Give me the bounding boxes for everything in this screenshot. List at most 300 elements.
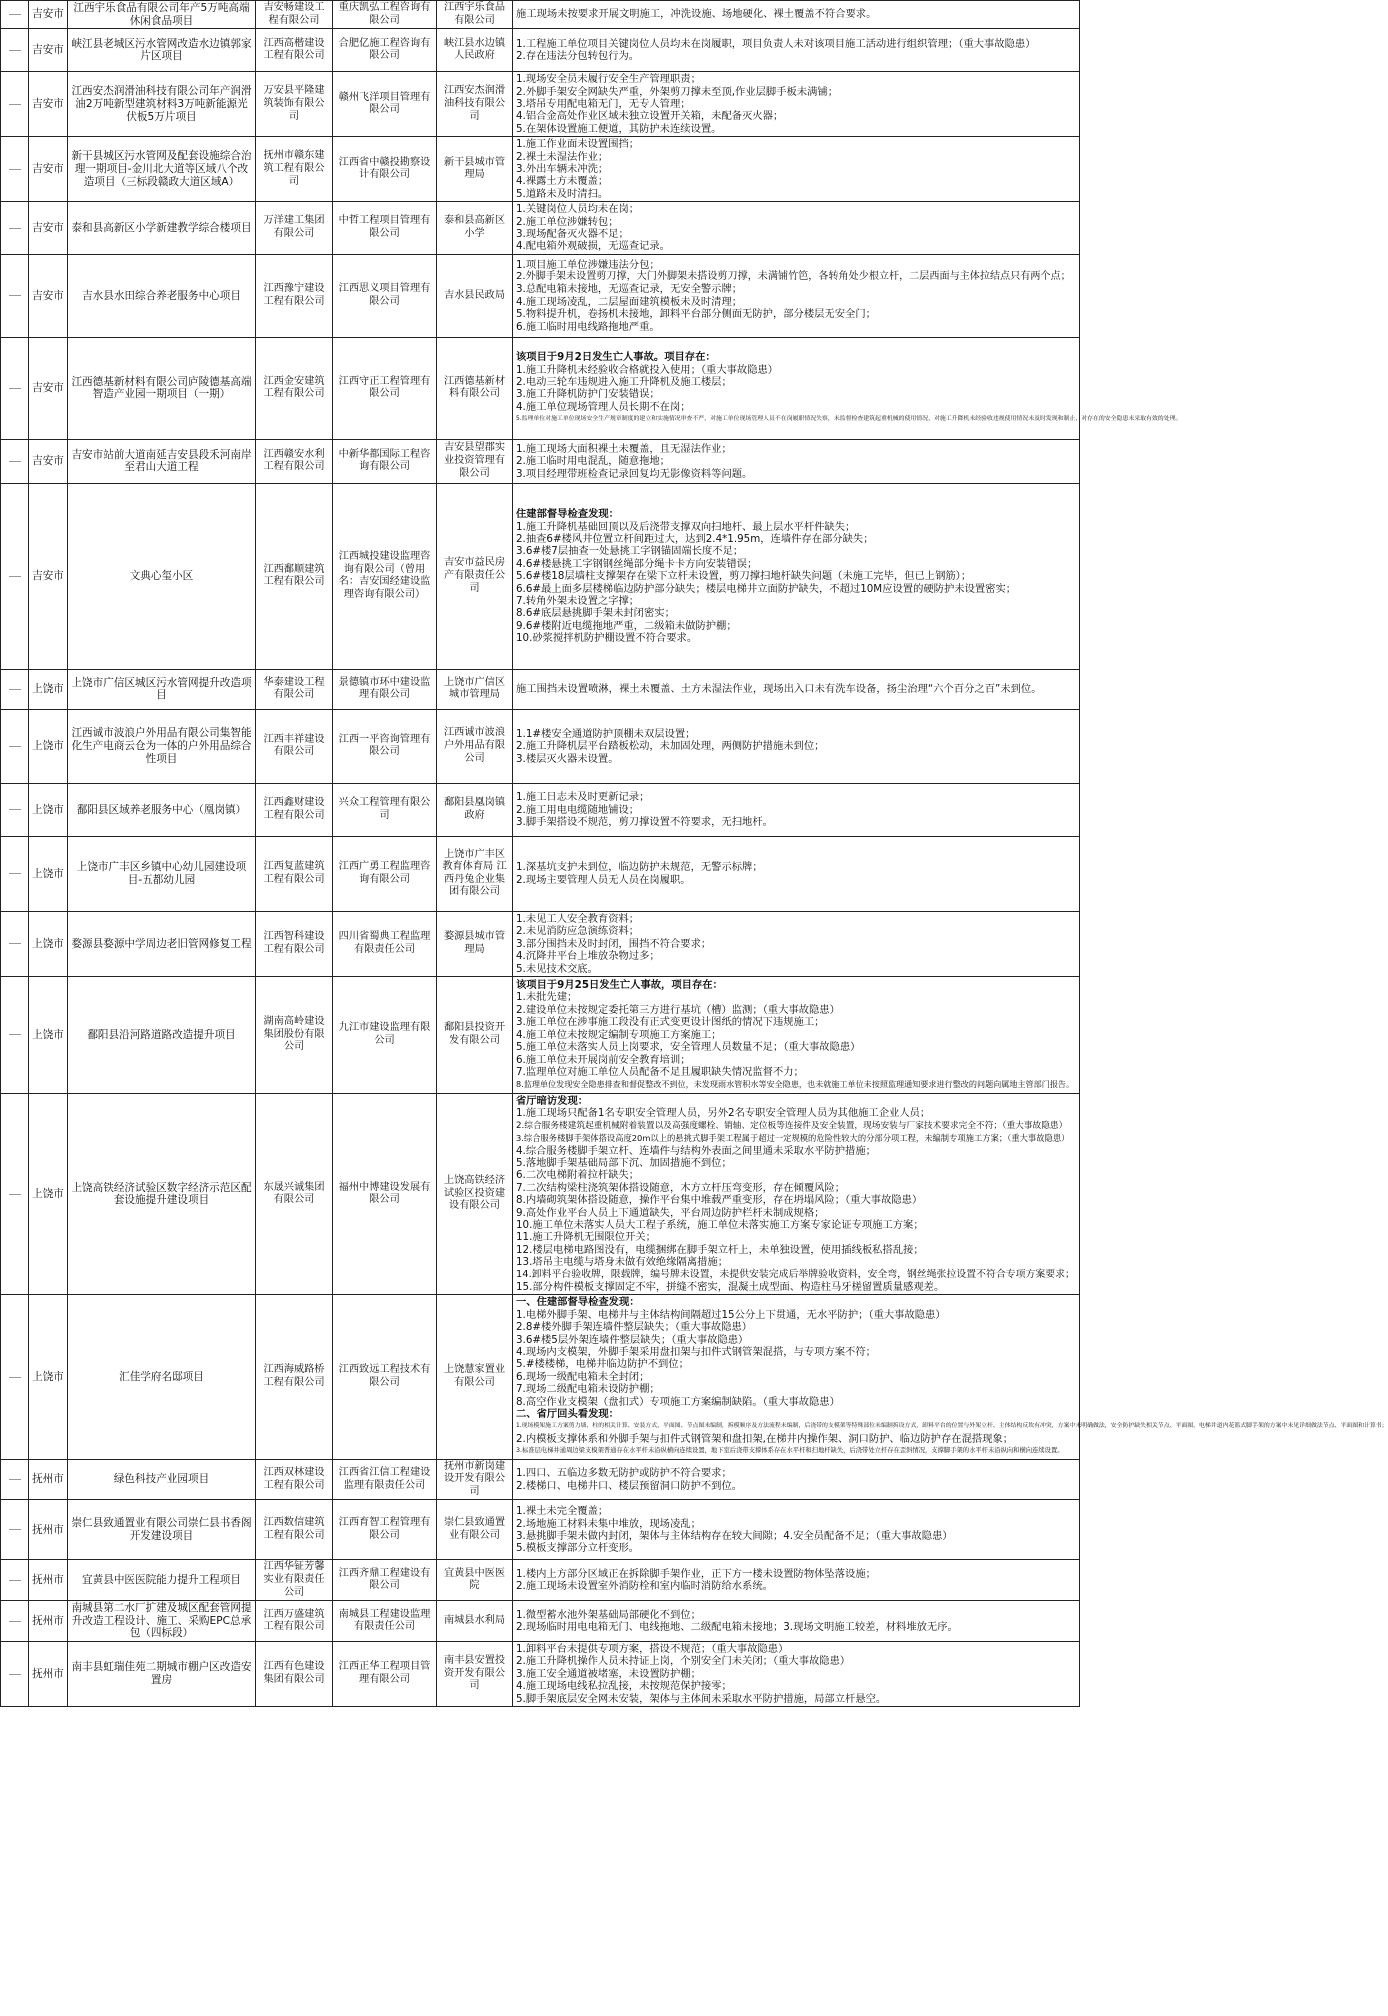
issue-line: 一、住建部督导检查发现：: [516, 1296, 640, 1309]
issue-line: 5.监理单位对施工单位现场安全生产规章制度的建立和实施情况审查不严，对施工单位现场管理人员不在岗履职情况失察，未监督检查建筑起重机械的使用情况，对施工升降机未经验收违规使用情况未及时发现和制止，对存在的安全隐患未采取有效的处理。: [516, 416, 1182, 423]
table-row: [1, 254, 1080, 337]
city-cell: 抚州市: [29, 1601, 68, 1642]
issue-line: 2.施工现场未设置室外消防栓和室内临时消防给水系统。: [516, 1580, 773, 1593]
contractor-cell: 江西万盛建筑工程有限公司: [256, 1601, 333, 1642]
issue-line: 11.施工升降机无围限位开关；: [516, 1231, 656, 1244]
project-name-cell: 婺源县婺源中学周边老旧管网修复工程: [68, 911, 256, 976]
supervisor-cell: 九江市建设监理有限公司: [333, 976, 437, 1093]
contractor-cell: 江西双林建设工程有限公司: [256, 1459, 333, 1500]
issues-cell: [513, 1560, 1080, 1601]
project-name-cell: 南丰县虹瑞佳苑二期城市棚户区改造安置房: [68, 1642, 256, 1707]
issue-line: 2.外脚手架未设置剪刀撑，大门外脚架未搭设剪刀撑，未满铺竹笆，各转角处少根立杆，二层西面与主体拉结点只有两个点；: [516, 271, 1071, 283]
project-name-cell: 上饶市广丰区乡镇中心幼儿园建设项目-五都幼儿园: [68, 836, 256, 911]
row-dash-marker: [9, 873, 21, 874]
issue-line: 6.6#最上面多层楼梯临边防护部分缺失；楼层电梯井立面防护缺失，不超过10M应设置的硬防护未设置密实；: [516, 582, 1017, 595]
issues-cell: [513, 669, 1080, 709]
project-name-cell: 鄱阳县区域养老服务中心（凰岗镇）: [68, 783, 256, 836]
project-name-cell: 崇仁县致通置业有限公司崇仁县书香阁开发建设项目: [68, 1500, 256, 1560]
row-margin-cell: [1, 29, 29, 72]
issue-line: 1.施工现场大面积裸土未覆盖，且无湿法作业；: [516, 442, 732, 455]
issue-line: 2.楼梯口、电梯井口、楼层预留洞口防护不到位。: [516, 1479, 743, 1492]
owner-cell: 吉水县民政局: [437, 254, 513, 337]
table-row: [1, 483, 1080, 669]
city-cell: 吉安市: [29, 439, 68, 483]
issues-cell: [513, 1500, 1080, 1560]
owner-cell: 南城县水利局: [437, 1601, 513, 1642]
project-name-cell: 江西宇乐食品有限公司年产5万吨高端休闲食品项目: [68, 1, 256, 29]
city-cell: 上饶市: [29, 976, 68, 1093]
issues-cell: [513, 202, 1080, 255]
table-row: [1, 202, 1080, 255]
issue-line: 1.未批先建；: [516, 991, 578, 1004]
supervisor-cell: 中新华都国际工程咨询有限公司: [333, 439, 437, 483]
issues-cell: [513, 29, 1080, 72]
issue-line: 4.沉降井平台上堆放杂物过多；: [516, 950, 660, 963]
owner-cell: 新干县城市管理局: [437, 137, 513, 202]
row-dash-marker: [9, 809, 21, 810]
row-dash-marker: [9, 1674, 21, 1675]
issues-cell: [513, 1295, 1388, 1459]
issues-cell: [513, 337, 1182, 439]
supervisor-cell: 中哲工程项目管理有限公司: [333, 202, 437, 255]
city-cell: 吉安市: [29, 483, 68, 669]
contractor-cell: 江西金安建筑工程有限公司: [256, 337, 333, 439]
city-cell: 上饶市: [29, 1093, 68, 1295]
project-name-cell: 宜黄县中医医院能力提升工程项目: [68, 1560, 256, 1601]
owner-cell: 鄱阳县凰岗镇政府: [437, 783, 513, 836]
issue-line: 14.卸料平台验收牌，限载牌，编号牌未设置，未提供安装完成后举牌验收资料，安全弯，钢丝绳张拉设置不符合专项方案要求；: [516, 1268, 1075, 1280]
issue-line: 3.标准层电梯井通周边梁支模架普通存在水平杆未沿纵横向连续设置，地下室后浇带支撑体系存在水平杆和扫地杆缺失，后浇带处立杆存在歪斜情况，支撑脚手架的水平杆未沿纵向和横向连续设置。: [516, 1447, 1064, 1455]
issue-line: 6.施工单位未开展岗前安全教育培训；: [516, 1053, 691, 1066]
row-dash-marker: [9, 14, 21, 15]
row-margin-cell: [1, 483, 29, 669]
owner-cell: 宜黄县中医医院: [437, 1560, 513, 1601]
table-row: [1, 439, 1080, 483]
issue-line: 5.脚手架底层安全网未安装，架体与主体间未采取水平防护措施，局部立杆悬空。: [516, 1692, 887, 1705]
owner-cell: 上饶市广信区城市管理局: [437, 669, 513, 709]
issue-line: 15.部分构件模板支撑固定不牢，拼缝不密实，混凝土成型面、构造柱马牙槎留置质量感观差。: [516, 1281, 945, 1293]
table-row: [1, 1560, 1080, 1601]
project-name-cell: 绿色科技产业园项目: [68, 1459, 256, 1500]
issue-line: 5.在架体设置施工便道，其防护未连续设置。: [516, 122, 722, 135]
issue-line: 6.现场一级配电箱未全封闭；: [516, 1370, 650, 1383]
table-row: [1, 1500, 1080, 1560]
table-row: [1, 836, 1080, 911]
supervisor-cell: 景德镇市环中建设监理有限公司: [333, 669, 437, 709]
issue-line: 4.综合服务楼脚手架立杆、连墙件与结构外表面之间里通未采取水平防护措施；: [516, 1144, 876, 1157]
supervisor-cell: 福州中博建设发展有限公司: [333, 1093, 437, 1295]
issues-cell: [513, 1601, 1080, 1642]
issue-line: 2.8#楼外脚手架连墙件整层缺失；（重大事故隐患）: [516, 1321, 753, 1334]
issue-line: 2.裸土未湿法作业；: [516, 150, 609, 163]
project-name-cell: 文典心玺小区: [68, 483, 256, 669]
issues-cell: [513, 1, 1080, 29]
issue-line: 2.建设单位未按规定委托第三方进行基坑（槽）监测；（重大事故隐患）: [516, 1003, 840, 1016]
issue-line: 2.存在违法分包转包行为。: [516, 50, 640, 63]
row-margin-cell: [1, 669, 29, 709]
row-dash-marker: [9, 1580, 21, 1581]
table-row: [1, 137, 1080, 202]
issue-line: 1.施工日志未及时更新记录；: [516, 791, 650, 804]
contractor-cell: 吉安畅建设工程有限公司: [256, 1, 333, 29]
issue-line: 1.工程施工单位项目关键岗位人员均未在岗履职，项目负责人未对该项目施工活动进行组织管理；（重大事故隐患）: [516, 37, 1036, 50]
issue-line: 3.部分围挡未及时封闭，围挡不符合要求；: [516, 937, 712, 950]
issue-line: 7.监理单位对施工单位人员配备不足且履职缺失情况监督不力；: [516, 1065, 804, 1078]
city-cell: 上饶市: [29, 669, 68, 709]
issue-line: 1.裸土未完全覆盖；: [516, 1505, 609, 1518]
issue-line: 9.高处作业平台人员上下通道缺失，平台周边防护栏杆未制成规格；: [516, 1206, 825, 1219]
project-name-cell: 上饶高铁经济试验区数字经济示范区配套设施提升建设项目: [68, 1093, 256, 1295]
issue-line: 2.场地施工材料未集中堆放，现场凌乱；: [516, 1517, 701, 1530]
contractor-cell: 万安县平隆建筑装饰有限公司: [256, 72, 333, 137]
issue-line: 5.施工单位未落实人员上岗要求，安全管理人员数量不足；（重大事故隐患）: [516, 1041, 861, 1054]
issue-line: 5.落地脚手架基础局部下沉、加固措施不到位；: [516, 1156, 732, 1169]
issue-line: 施工围挡未设置喷淋，裸土未覆盖、土方未湿法作业，现场出入口未有洗车设备，扬尘治理“六个百分之百”未到位。: [516, 683, 1042, 696]
supervisor-cell: 江西齐鼎工程建设有限公司: [333, 1560, 437, 1601]
issue-line: 1.现场安全员未履行安全生产管理职责；: [516, 73, 701, 86]
contractor-cell: 江西海威路桥工程有限公司: [256, 1295, 333, 1459]
row-margin-cell: [1, 337, 29, 439]
contractor-cell: 江西鄱顺建筑工程有限公司: [256, 483, 333, 669]
row-dash-marker: [9, 388, 21, 389]
issues-cell: [513, 1459, 1080, 1500]
supervisor-cell: 江西思义项目管理有限公司: [333, 254, 437, 337]
owner-cell: 吉安市益民房产有限责任公司: [437, 483, 513, 669]
issue-line: 1.四口、五临边多数无防护或防护不符合要求；: [516, 1467, 732, 1480]
city-cell: 上饶市: [29, 783, 68, 836]
issue-line: 二、省厅回头看发现：: [516, 1408, 619, 1421]
project-name-cell: 峡江县老城区污水管网改造水边镇郭家片区项目: [68, 29, 256, 72]
owner-cell: 上饶市广丰区教育体育局 江西丹兔企业集团有限公司: [437, 836, 513, 911]
issue-line: 3.项目经理带班检查记录回复均无影像资料等问题。: [516, 467, 753, 480]
issue-line: 3.塔吊专用配电箱无门，无专人管理；: [516, 98, 691, 110]
issue-line: 该项目于9月25日发生亡人事故，项目存在：: [516, 979, 723, 992]
table-row: [1, 709, 1080, 783]
city-cell: 吉安市: [29, 337, 68, 439]
issue-line: 5.物料提升机，卷扬机未接地，卸料平台部分侧面无防护，部分楼层无安全门；: [516, 308, 876, 321]
issue-line: 13.塔吊主电缆与塔身未做有效绝缘隔离措施；: [516, 1256, 729, 1269]
project-name-cell: 上饶市广信区城区污水管网提升改造项目: [68, 669, 256, 709]
row-margin-cell: [1, 976, 29, 1093]
supervisor-cell: 江西城投建设监理咨询有限公司（曾用名：吉安国经建设监理咨询有限公司）: [333, 483, 437, 669]
issue-line: 8.内墙砌筑架体搭设随意，操作平台集中堆载严重变形，存在坍塌风险；（重大事故隐患）: [516, 1194, 923, 1207]
row-dash-marker: [9, 104, 21, 105]
issue-line: 6.二次电梯附着拉杆缺失；: [516, 1169, 640, 1182]
city-cell: 上饶市: [29, 1295, 68, 1459]
owner-cell: 泰和县高新区小学: [437, 202, 513, 255]
row-margin-cell: [1, 1, 29, 29]
issue-line: 1.微型蓄水池外架基础局部硬化不到位；: [516, 1608, 701, 1621]
city-cell: 上饶市: [29, 836, 68, 911]
issue-line: 3.脚手架搭设不规范，剪刀撑设置不符要求，无扫地杆。: [516, 816, 773, 829]
row-margin-cell: [1, 1093, 29, 1295]
project-name-cell: 吉水县水田综合养老服务中心项目: [68, 254, 256, 337]
issue-line: 住建部督导检查发现：: [516, 508, 619, 521]
issue-line: 5.道路未及时清扫。: [516, 187, 609, 200]
owner-cell: 鄱阳县投资开发有限公司: [437, 976, 513, 1093]
issue-line: 3.6#楼5层外架连墙件整层缺失；（重大事故隐患）: [516, 1333, 749, 1346]
owner-cell: 崇仁县致通置业有限公司: [437, 1500, 513, 1560]
row-margin-cell: [1, 1601, 29, 1642]
table-row: [1, 1295, 1080, 1459]
row-dash-marker: [9, 746, 21, 747]
city-cell: 吉安市: [29, 1, 68, 29]
row-dash-marker: [9, 1621, 21, 1622]
row-margin-cell: [1, 72, 29, 137]
issue-line: 1.现场模架施工方案剪力墙、柱的相关计算、安装方式、平面图、节点图未编制，拆模顺序及方法流程未编制，后浇带的支模架等特殊部位未编制拆设方式，卸料平台的位置与外架立杆、主体结构反坎有冲突，方案中未明确做法，安全防护缺失相关节点、平面图，电梯井道内花篮式脚手架的方案中未见详细做法节点、平面图和计算书；: [516, 1423, 1388, 1430]
issue-line: 9.6#楼附近电缆拖地严重，二级箱未做防护棚；: [516, 619, 737, 632]
row-dash-marker: [9, 943, 21, 944]
contractor-cell: 抚州市赣东建筑工程有限公司: [256, 137, 333, 202]
city-cell: 抚州市: [29, 1459, 68, 1500]
city-cell: 抚州市: [29, 1500, 68, 1560]
issue-line: 12.楼层电梯电路图没有，电缆捆绑在脚手架立杆上，未单独设置，使用插线板私搭乱接；: [516, 1243, 924, 1256]
issue-line: 7.转角外架未设置之字撑；: [516, 594, 640, 607]
owner-cell: 峡江县水边镇人民政府: [437, 29, 513, 72]
owner-cell: 南丰县安置投资开发有限公司: [437, 1642, 513, 1707]
city-cell: 上饶市: [29, 709, 68, 783]
project-name-cell: 南城县第二水厂扩建及城区配套管网提升改造工程设计、施工、采购EPC总承包（四标段）: [68, 1601, 256, 1642]
issue-line: 2.未见消防应急演练资料；: [516, 925, 640, 938]
row-margin-cell: [1, 709, 29, 783]
row-dash-marker: [9, 689, 21, 690]
issue-line: 1.卸料平台未提供专项方案，搭设不规范；（重大事故隐患）: [516, 1643, 789, 1656]
project-name-cell: 江西安杰润滑油科技有限公司年产润滑油2万吨新型建筑材料3万吨新能源光伏板5万片项目: [68, 72, 256, 137]
row-dash-marker: [9, 228, 21, 229]
issue-line: 1.施工升降机未经验收合格就投入使用；（重大事故隐患）: [516, 363, 779, 376]
issue-line: 5.未见技术交底。: [516, 962, 598, 975]
issue-line: 1.施工作业面未设置围挡；: [516, 138, 640, 151]
issue-line: 2.外脚手架安全网缺失严重，外架剪刀撑未至顶,作业层脚手板未满铺；: [516, 85, 839, 98]
city-cell: 吉安市: [29, 254, 68, 337]
row-margin-cell: [1, 836, 29, 911]
row-dash-marker: [9, 576, 21, 577]
row-margin-cell: [1, 911, 29, 976]
row-margin-cell: [1, 1642, 29, 1707]
issues-cell: [513, 72, 1080, 137]
issue-line: 7.二次结构梁柱浇筑架体搭设随意，木方立杆压弯变形，存在倾覆风险；: [516, 1181, 846, 1194]
issue-line: 5.#楼楼梯，电梯井临边防护不到位；: [516, 1358, 689, 1371]
project-name-cell: 江西诚市波浪户外用品有限公司集智能化生产电商云仓为一体的户外用品综合性项目: [68, 709, 256, 783]
issue-line: 该项目于9月2日发生亡人事故。项目存在：: [516, 351, 716, 364]
issue-line: 2.现场主要管理人员无人员在岗履职。: [516, 873, 691, 886]
project-name-cell: 江西德基新材料有限公司庐陵德基高端智造产业园一期项目（一期）: [68, 337, 256, 439]
issue-line: 4.现场内支模架，外脚手架采用盘扣架与扣件式钢管架混搭，与专项方案不符；: [516, 1346, 876, 1359]
supervisor-cell: 江西省江信工程建设监理有限责任公司: [333, 1459, 437, 1500]
supervisor-cell: 江西省中赣投勘察设计有限公司: [333, 137, 437, 202]
supervisor-cell: 重庆凯弘工程咨询有限公司: [333, 1, 437, 29]
supervisor-cell: 江西正华工程项目管理有限公司: [333, 1642, 437, 1707]
row-margin-cell: [1, 254, 29, 337]
issue-line: 2.施工临时用电混乱，随意拖地；: [516, 455, 670, 468]
city-cell: 吉安市: [29, 72, 68, 137]
city-cell: 抚州市: [29, 1642, 68, 1707]
table-row: [1, 1093, 1080, 1295]
issues-cell: [513, 1093, 1080, 1295]
row-dash-marker: [9, 461, 21, 462]
issue-line: 3.楼层灭火器未设置。: [516, 752, 619, 765]
issue-line: 4.施工单位现场管理人员长期不在岗；: [516, 400, 691, 413]
issue-line: 3.外出车辆未冲洗；: [516, 163, 609, 176]
contractor-cell: 万洋建工集团有限公司: [256, 202, 333, 255]
supervisor-cell: 赣州飞洋项目管理有限公司: [333, 72, 437, 137]
contractor-cell: 江西高楷建设工程有限公司: [256, 29, 333, 72]
issue-line: 2.抽查6#楼风井位置立杆间距过大，达到2.4*1.95m，连墙件存在部分缺失；: [516, 532, 874, 545]
issue-line: 3.综合服务楼脚手架体搭设高度20m以上的悬挑式脚手架工程属于超过一定规模的危险性较大的分部分项工程，未编制专项施工方案；（重大事故隐患）: [516, 1133, 1070, 1144]
row-dash-marker: [9, 1479, 21, 1480]
supervisor-cell: 四川省蜀典工程监理有限责任公司: [333, 911, 437, 976]
supervisor-cell: 合肥亿施工程咨询有限公司: [333, 29, 437, 72]
issue-line: 3.施工安全通道被堵塞，未设置防护棚；: [516, 1667, 701, 1680]
contractor-cell: 湖南高岭建设集团股份有限公司: [256, 976, 333, 1093]
row-dash-marker: [9, 1377, 21, 1378]
issues-cell: [513, 254, 1080, 337]
table-row: [1, 1642, 1080, 1707]
project-name-cell: 泰和县高新区小学新建教学综合楼项目: [68, 202, 256, 255]
issue-line: 2.内模板支撑体系和外脚手架与扣件式钢管架和盘扣架,在梯井内操作架、洞口防护、临边防护存在混搭现象；: [516, 1432, 1014, 1445]
row-margin-cell: [1, 783, 29, 836]
row-dash-marker: [9, 169, 21, 170]
city-cell: 吉安市: [29, 202, 68, 255]
issue-line: 2.施工用电电缆随地铺设；: [516, 803, 640, 816]
contractor-cell: 江西豫宁建设工程有限公司: [256, 254, 333, 337]
table-row: [1, 337, 1080, 439]
table-row: [1, 29, 1080, 72]
project-name-cell: 鄱阳县沿河路道路改造提升项目: [68, 976, 256, 1093]
issue-line: 1.施工现场只配备1名专职安全管理人员，另外2名专职安全管理人员为其他施工企业人员；: [516, 1107, 931, 1120]
issue-line: 3.现场配备灭火器不足；: [516, 228, 629, 241]
issues-cell: [513, 976, 1080, 1093]
row-margin-cell: [1, 1459, 29, 1500]
issue-line: 2.施工升降机操作人员未持证上岗，个别安全门未关闭；（重大事故隐患）: [516, 1655, 851, 1668]
contractor-cell: 江西数信建筑工程有限公司: [256, 1500, 333, 1560]
issue-line: 5.6#楼18层墙柱支撑架存在梁下立杆未设置，剪刀撑扫地杆缺失问题（未施工完毕，但已上钢筋）；: [516, 570, 972, 583]
issue-line: 1.项目施工单位涉嫌违法分包；: [516, 258, 660, 271]
issue-line: 3.6#楼7层抽查一处悬挑工字钢锚固端长度不足；: [516, 545, 744, 558]
supervisor-cell: 江西一平咨询管理有限公司: [333, 709, 437, 783]
issue-line: 2.施工升降机层平台踏板松动，未加固处理，两侧防护措施未到位；: [516, 740, 825, 753]
issue-line: 3.施工升降机防护门安装错误；: [516, 388, 660, 401]
table-row: [1, 1459, 1080, 1500]
issue-line: 2.电动三轮车违规进入施工升降机及施工楼层；: [516, 375, 732, 388]
contractor-cell: 江西有色建设集团有限公司: [256, 1642, 333, 1707]
issues-cell: [513, 439, 1080, 483]
row-margin-cell: [1, 1295, 29, 1459]
supervisor-cell: 江西广勇工程监理咨询有限公司: [333, 836, 437, 911]
supervisor-cell: 江西育智工程管理有限公司: [333, 1500, 437, 1560]
table-row: [1, 783, 1080, 836]
row-margin-cell: [1, 439, 29, 483]
owner-cell: 江西安杰润滑油科技有限公司: [437, 72, 513, 137]
issue-line: 3.施工单位在涉事施工段没有正式变更设计图纸的情况下违规施工；: [516, 1016, 825, 1029]
contractor-cell: 江西赣安水利工程有限公司: [256, 439, 333, 483]
owner-cell: 江西宇乐食品有限公司: [437, 1, 513, 29]
issue-line: 7.现场二级配电箱未设防护棚；: [516, 1383, 660, 1396]
issue-line: 施工现场未按要求开展文明施工，冲洗设施、场地硬化、裸土覆盖不符合要求。: [516, 8, 877, 21]
issue-line: 8.高空作业支模架（盘扣式）专项施工方案编制缺陷。（重大事故隐患）: [516, 1395, 840, 1408]
table-row: [1, 72, 1080, 137]
contractor-cell: 江西华钲芳馨实业有限责任公司: [256, 1560, 333, 1601]
issue-line: 省厅暗访发现：: [516, 1094, 589, 1107]
project-name-cell: 新干县城区污水管网及配套设施综合治理一期项目-金川北大道等区域八个改造项目（三标段赣政大道区域A）: [68, 137, 256, 202]
issue-line: 2.现场临时用电电箱无门、电线拖地、二级配电箱未接地；3.现场文明施工较差，材料堆放无序。: [516, 1621, 958, 1634]
issues-cell: [513, 483, 1080, 669]
row-dash-marker: [9, 1529, 21, 1530]
issue-line: 2.施工单位涉嫌转包；: [516, 215, 619, 228]
owner-cell: 上饶高铁经济试验区投资建设有限公司: [437, 1093, 513, 1295]
supervisor-cell: 南城县工程建设监理有限责任公司: [333, 1601, 437, 1642]
issue-line: 1.楼内上方部分区域正在拆除脚手架作业，正下方一楼未设置防物体坠落设施；: [516, 1567, 876, 1580]
owner-cell: 上饶慧家置业有限公司: [437, 1295, 513, 1459]
supervisor-cell: 江西守正工程管理有限公司: [333, 337, 437, 439]
row-dash-marker: [9, 50, 21, 51]
city-cell: 吉安市: [29, 137, 68, 202]
table-row: [1, 1601, 1080, 1642]
contractor-cell: 华泰建设工程有限公司: [256, 669, 333, 709]
issue-line: 8.6#底层悬挑脚手架未封闭密实；: [516, 607, 675, 620]
issue-line: 4.铝合金高处作业区域未独立设置开关箱，未配备灭火器；: [516, 110, 784, 123]
issues-cell: [513, 1642, 1080, 1707]
owner-cell: 江西诚市波浪户外用品有限公司: [437, 709, 513, 783]
issues-cell: [513, 836, 1080, 911]
table-row: [1, 976, 1080, 1093]
row-dash-marker: [9, 1194, 21, 1195]
row-margin-cell: [1, 202, 29, 255]
issue-line: 1.施工升降机基础回顶以及后浇带支撑双向扫地杆、最上层水平杆件缺失；: [516, 520, 856, 533]
issue-line: 2.综合服务楼建筑起重机械附着装置以及高强度螺栓、销轴、定位板等连接件及安全装置，现场安装与厂家技术要求完全不符；（重大事故隐患）: [516, 1120, 1068, 1131]
issue-line: 4.施工现场电线私拉乱接，未按规范保护接零；: [516, 1680, 732, 1693]
issue-line: 8.监理单位发现安全隐患排查和督促整改不到位，未发现雨水管积水等安全隐患，也未就施工单位未按照监理通知要求进行整改的问题向属地主管部门报告。: [516, 1079, 1075, 1090]
issue-line: 10.砂浆搅拌机防护棚设置不符合要求。: [516, 632, 698, 645]
owner-cell: 吉安县望郡实业投资管理有限公司: [437, 439, 513, 483]
issue-line: 4.配电箱外观破损，无巡查记录。: [516, 240, 670, 253]
issue-line: 1.关键岗位人员均未在岗；: [516, 203, 640, 216]
issue-line: 4.施工单位未按规定编制专项施工方案施工；: [516, 1028, 722, 1041]
issue-line: 1.未见工人安全教育资料；: [516, 912, 640, 925]
supervisor-cell: 兴众工程管理有限公司: [333, 783, 437, 836]
owner-cell: 婺源县城市管理局: [437, 911, 513, 976]
contractor-cell: 江西复蓝建筑工程有限公司: [256, 836, 333, 911]
city-cell: 上饶市: [29, 911, 68, 976]
issues-cell: [513, 911, 1080, 976]
issue-line: 4.施工现场凌乱，二层屋面建筑模板未及时清理；: [516, 295, 743, 308]
issue-line: 6.施工临时用电线路拖地严重。: [516, 320, 660, 333]
row-margin-cell: [1, 1560, 29, 1601]
issue-line: 5.模板支撑部分立杆变形。: [516, 1542, 640, 1555]
issue-line: 4.裸露土方未覆盖；: [516, 175, 609, 188]
issue-line: 10.施工单位未落实人员大工程子系统，施工单位未落实施工方案专家论证专项施工方案；: [516, 1218, 924, 1231]
row-margin-cell: [1, 1500, 29, 1560]
contractor-cell: 江西丰祥建设有限公司: [256, 709, 333, 783]
row-dash-marker: [9, 295, 21, 296]
issue-line: 3.总配电箱未接地，无巡查记录，无安全警示牌；: [516, 283, 743, 296]
project-name-cell: 汇佳学府名邸项目: [68, 1295, 256, 1459]
contractor-cell: 东晟兴诚集团有限公司: [256, 1093, 333, 1295]
row-dash-marker: [9, 1034, 21, 1035]
contractor-cell: 江西鑫财建设工程有限公司: [256, 783, 333, 836]
issue-line: 1.1#楼安全通道防护顶棚未双层设置；: [516, 727, 696, 740]
city-cell: 抚州市: [29, 1560, 68, 1601]
issue-line: 4.6#楼悬挑工字钢钢丝绳部分绳卡卡方向安装错误；: [516, 557, 758, 570]
issue-line: 1.电梯外脚手架、电梯井与主体结构间隔超过15公分上下贯通，无水平防护；（重大事故隐患）: [516, 1308, 946, 1321]
issues-cell: [513, 137, 1080, 202]
table-row: [1, 911, 1080, 976]
contractor-cell: 江西智科建设工程有限公司: [256, 911, 333, 976]
issue-line: 1.深基坑支护未到位，临边防护未规范，无警示标牌；: [516, 861, 763, 874]
table-row: [1, 1, 1080, 29]
issue-line: 3.悬挑脚手架未做内封闭，架体与主体结构存在较大间隙；4.安全员配备不足；（重大事故隐患）: [516, 1529, 953, 1542]
owner-cell: 江西德基新材料有限公司: [437, 337, 513, 439]
